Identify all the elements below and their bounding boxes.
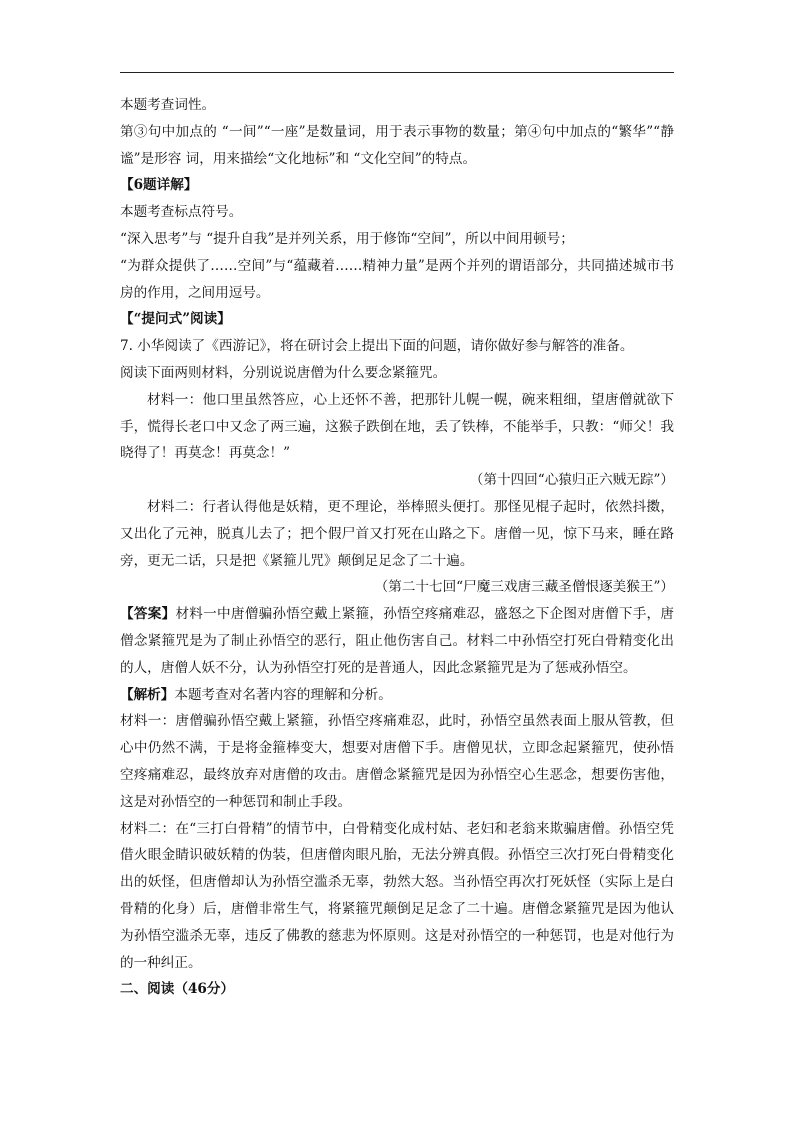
paragraph-topic-wordclass: 本题考查词性。 (120, 97, 216, 113)
paragraph-comma-explanation: “为群众提供了……空间”与“蕴藏着……精神力量”是两个并列的谓语部分，共同描述城市书房的作用，之间用逗号。 (120, 257, 674, 301)
heading-question-6: 【6题详解】 (120, 177, 198, 194)
document-body (120, 92, 674, 1003)
analysis-tag: 【解析】 (120, 686, 175, 703)
analysis-paragraph (120, 682, 674, 709)
analysis-text: 本题考查对名著内容的理解和分析。 (174, 686, 392, 703)
material-two: 材料二：行者认得他是妖精，更不理论，举棒照头便打。那怪见棍子起时，依然抖擞，又出化了元神，脱真儿去了；把个假尸首又打死在山路之下。唐僧一见，惊下马来，睡在路旁，更无二话，只是把《紧箍儿咒》颠倒足足念了二十遍。 (120, 498, 674, 569)
section-heading-reading: 二、阅读（46分） (120, 981, 235, 998)
answer-tag: 【答案】 (120, 606, 176, 623)
question-7-instruction: 阅读下面两则材料，分别说说唐僧为什么要念紧箍咒。 (120, 364, 447, 381)
paragraph-dunhao-explanation: “深入思考”与 “提升自我”是并列关系，用于修饰“空间”，所以中间用顿号； (120, 230, 574, 247)
answer-paragraph (120, 601, 674, 681)
question-7-prompt: 7. 小华阅读了《西游记》，将在研讨会上提出下面的问题，请你做好参与解答的准备。 (120, 338, 634, 355)
analysis-material-one: 材料一：唐僧骗孙悟空戴上紧箍，孙悟空疼痛难忍，此时，孙悟空虽然表面上服从管教，但心中仍然不满，于是将金箍棒变大，想要对唐僧下手。唐僧见状，立即念起紧箍咒，使孙悟空疼痛难忍，最终放弃对唐僧的攻击。唐僧念紧箍咒是因为孙悟空心生恶念，想要伤害他，这是对孙悟空的一种惩罚和制止手段。 (120, 713, 674, 810)
heading-question-reading: 【“提问式”阅读】 (120, 311, 231, 328)
paragraph-topic-punctuation: 本题考查标点符号。 (120, 204, 243, 221)
paragraph-quantifier-explanation: 第③句中加点的 “一间”“一座”是数量词，用于表示事物的数量；第④句中加点的“繁华”“静谧”是形容 词，用来描绘“文化地标”和 “文化空间”的特点。 (120, 123, 674, 167)
material-one: 材料一：他口里虽然答应，心上还怀不善，把那针儿幌一幌，碗来粗细，望唐僧就欲下手，慌得长老口中又念了两三遍，这猴子跌倒在地，丢了铁棒，不能举手，只教：“师父！我晓得了！再莫念！再莫念！” (120, 391, 674, 462)
header-rule (120, 72, 674, 73)
material-two-source: （第二十七回“尸魔三戏唐三藏圣僧恨逐美猴王”） (374, 579, 674, 596)
answer-text: 材料一中唐僧骗孙悟空戴上紧箍，孙悟空疼痛难忍，盛怒之下企图对唐僧下手，唐僧念紧箍咒是为了制止孙悟空的恶行，阻止他伤害自己。材料二中孙悟空打死白骨精变化出的人，唐僧人妖不分，认为孙悟空打死的是普通人，因此念紧箍咒是为了惩戒孙悟空。 (120, 606, 675, 676)
material-one-source: （第十四回“心猿归正六贼无踪”） (469, 472, 674, 489)
analysis-material-two: 材料二：在“三打白骨精”的情节中，白骨精变化成村姑、老妇和老翁来欺骗唐僧。孙悟空凭借火眼金睛识破妖精的伪装，但唐僧肉眼凡胎，无法分辨真假。孙悟空三次打死白骨精变化出的妖怪，但唐僧却认为孙悟空滥杀无辜，勃然大怒。当孙悟空再次打死妖怪（实际上是白骨精的化身）后，唐僧非常生气，将紧箍咒颠倒足足念了二十遍。唐僧念紧箍咒是因为他认为孙悟空滥杀无辜，违反了佛教的慈悲为怀原则。这是对孙悟空的一种惩罚，也是对他行为的一种纠正。 (120, 820, 674, 971)
